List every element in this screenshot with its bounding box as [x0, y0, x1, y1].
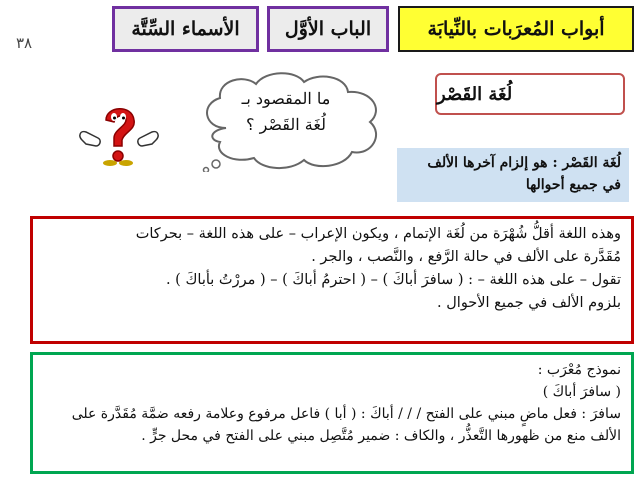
example-box: [30, 352, 634, 474]
question-mark-mascot-icon: [76, 100, 162, 166]
title-chapter: الباب الأوَّل: [267, 6, 389, 52]
definition-line-2: في جميع أحوالها: [525, 177, 621, 193]
definition-line-1: لُغَة القَصْر : هو إلزام آخرها الألف: [427, 155, 621, 171]
title-topic: الأسماء السِّتَّة: [112, 6, 259, 52]
explanation-line-1: وهذه اللغة أقلُّ شُهْرَة من لُغَة الإتمام ، ويكون الإعراب – على هذه اللغة – بحركات: [135, 226, 621, 242]
example-parse-line-1: سافرَ : فعل ماضٍ مبني على الفتح / / / أباكَ : ( أبا ) فاعل مرفوع وعلامة رفعه ضمَّة مُقَدَّرة على: [71, 406, 621, 422]
explanation-line-4: بلزوم الألف في جميع الأحوال .: [437, 295, 621, 311]
example-parse-line-2: الألف منع من ظهورها التَّعذُّر ، والكاف : ضمير مُتَّصِل مبني على الفتح في محل جرٍّ .: [141, 428, 621, 444]
explanation-line-3: تقول – على هذه اللغة – : ( سافرَ أباكَ ) – ( احترمُ أباكَ ) – ( مررْتُ بأباكَ ) .: [165, 272, 621, 288]
example-heading: نموذج مُعْرَب :: [537, 362, 621, 378]
subtitle: لُغَة القَصْر: [435, 73, 625, 115]
cloud-line-2: لُغَة القَصْر ؟: [246, 115, 326, 134]
explanation-box: [30, 216, 634, 344]
explanation-line-2: مُقَدَّرة على الألف في حالة الرَّفع ، والنَّصب ، والجر .: [311, 249, 621, 265]
page-number: ٣٨: [16, 34, 33, 52]
definition-box: [397, 148, 629, 202]
cloud-line-1: ما المقصود بـ: [241, 89, 331, 108]
title-main: أبواب المُعرَبات بالنِّيابَة: [398, 6, 634, 52]
cloud-question: [206, 86, 366, 138]
example-sentence: ( سافرَ أباكَ ): [542, 384, 621, 400]
